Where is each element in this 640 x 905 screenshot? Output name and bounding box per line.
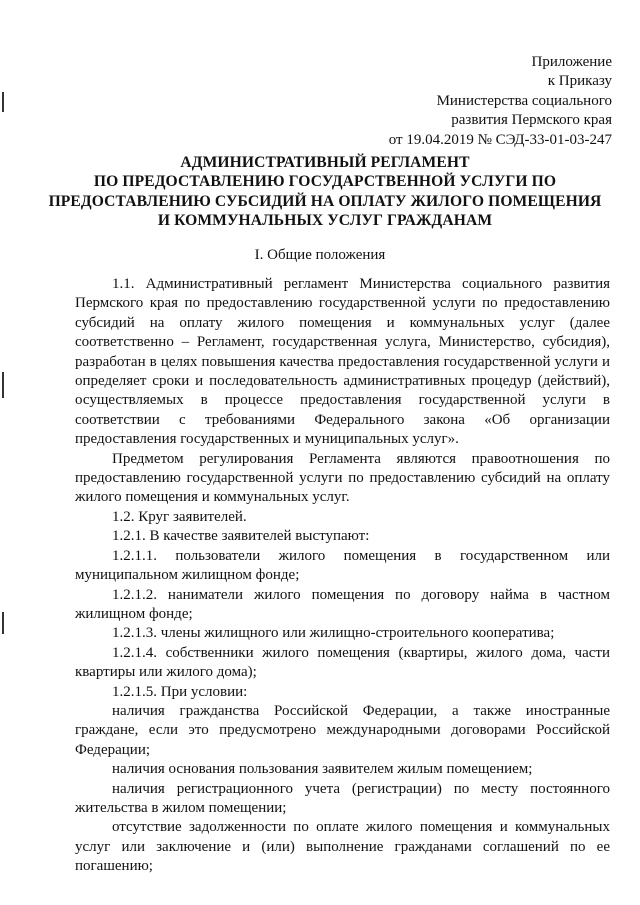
paragraph-1-1: 1.1. Административный регламент Министерства социального развития Пермского края по предоставлению государственной услуги по предоставлению субсидий на оплату жилого помещения и коммунальных услуг (далее соответственно – Регламент, государственная услуга, Министерство, субсидия), разработан в целях повышения качества предоставления государственной услуги и определяет сроки и последовательность административных процедур (действий), осуществляемых в процессе предоставления государственной услуги в соответствии с требованиями Федерального закона «Об организации предоставления государственных и муниципальных услуг». xyxy=(75,276,610,448)
paragraph-1-2-1-5: 1.2.1.5. При условии: xyxy=(112,683,248,700)
appendix-order-reference: от 19.04.2019 № СЭД-33-01-03-247 xyxy=(388,131,612,148)
paragraph-1-2-1-1: 1.2.1.1. пользователи жилого помещения в государственном или муниципальном жилищном фонде; xyxy=(75,547,610,584)
paragraph-1-2-1-4: 1.2.1.4. собственники жилого помещения (квартиры, жилого дома, части квартиры или жилого дома); xyxy=(75,644,610,681)
paragraph-subject: Предметом регулирования Регламента являются правоотношения по предоставлению государственной услуги по предоставлению субсидий на оплату жилого помещения и коммунальных услуг. xyxy=(75,450,610,506)
paragraph-1-2-1-3: 1.2.1.3. члены жилищного или жилищно-строительного кооператива; xyxy=(112,625,555,642)
title-line: И КОММУНАЛЬНЫХ УСЛУГ ГРАЖДАНАМ xyxy=(157,212,493,230)
condition-basis-of-use: наличия основания пользования заявителем жилым помещением; xyxy=(112,761,533,778)
condition-citizenship: наличия гражданства Российской Федерации, а также иностранные граждане, если это предусмотрено международными договорами Российской Федерации; xyxy=(75,702,610,758)
appendix-line: развития Пермского края xyxy=(451,112,612,129)
document-body xyxy=(75,275,610,877)
title-line: АДМИНИСТРАТИВНЫЙ РЕГЛАМЕНТ xyxy=(180,154,470,171)
appendix-block xyxy=(389,53,612,150)
section-heading: I. Общие положения xyxy=(254,247,386,263)
paragraph-1-2-1: 1.2.1. В качестве заявителей выступают: xyxy=(112,528,370,545)
condition-no-debt: отсутствие задолженности по оплате жилого помещения и коммунальных услуг или заключение и (или) выполнение гражданами соглашений по ее погашению; xyxy=(75,819,610,875)
title-line: ПО ПРЕДОСТАВЛЕНИЮ ГОСУДАРСТВЕННОЙ УСЛУГИ ПО xyxy=(93,173,557,191)
paragraph-1-2-1-2: 1.2.1.2. наниматели жилого помещения по договору найма в частном жилищном фонде; xyxy=(75,586,610,622)
document-title xyxy=(40,153,610,231)
condition-registration: наличия регистрационного учета (регистрации) по месту постоянного жительства в жилом помещении; xyxy=(75,780,610,816)
title-line: ПРЕДОСТАВЛЕНИЮ СУБСИДИЙ НА ОПЛАТУ ЖИЛОГО ПОМЕЩЕНИЯ xyxy=(48,192,602,210)
appendix-line: к Приказу xyxy=(547,73,612,90)
appendix-line: Министерства социального xyxy=(436,92,612,109)
paragraph-1-2: 1.2. Круг заявителей. xyxy=(112,508,247,525)
appendix-line: Приложение xyxy=(531,54,612,70)
